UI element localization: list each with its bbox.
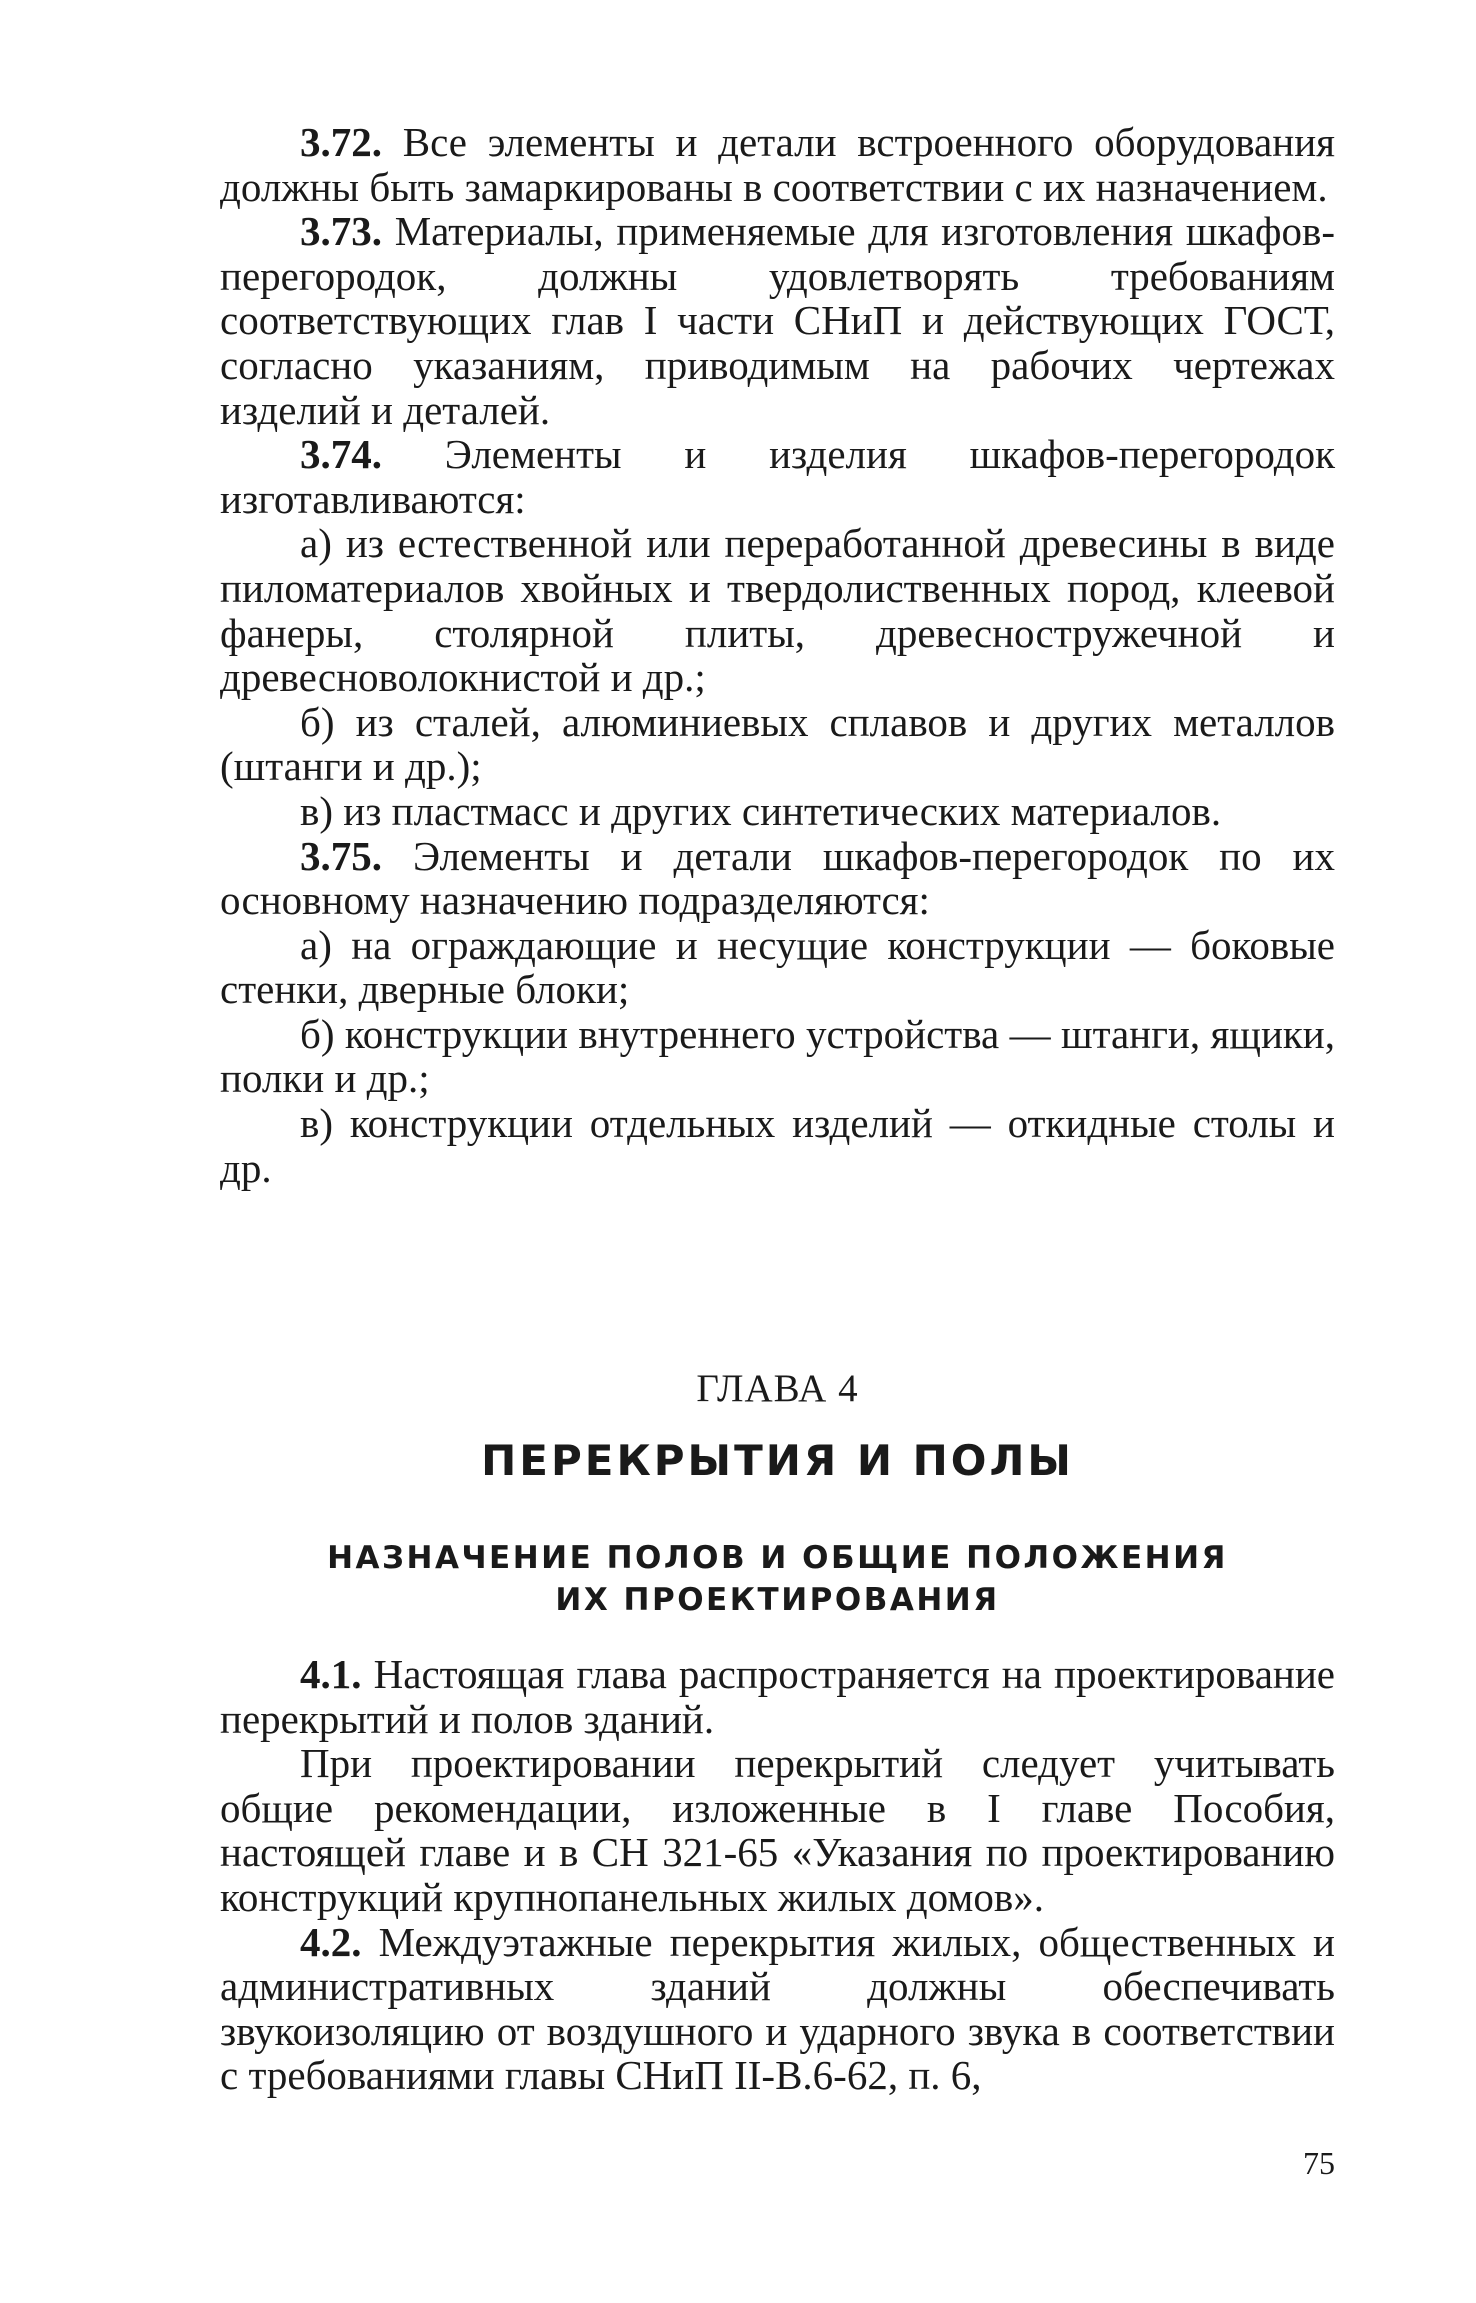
paragraph-number: 3.74. (300, 431, 382, 478)
paragraph-3-72 (220, 120, 1335, 209)
paragraph-number: 4.1. (300, 1651, 362, 1697)
text-column-bottom (220, 1652, 1335, 2098)
paragraph-text: а) на ограждающие и несущие конструкции — боковые стенки, дверные блоки; (220, 921, 1335, 1013)
section-title (220, 1537, 1335, 1621)
section-title-line-2: ИХ ПРОЕКТИРОВАНИЯ (555, 1582, 1000, 1618)
paragraph-text: Настоящая глава распространяется на проектирование перекрытий и полов зданий. (220, 1651, 1335, 1742)
list-item-3-75-b (220, 1012, 1335, 1101)
paragraph-text: При проектировании перекрытий следует учитывать общие рекомендации, изложенные в I главе Пособия, настоящей главе и в СН 321-65 «Указания по проектированию конструкций крупнопанельных жилых домов». (220, 1740, 1335, 1920)
paragraph-number: 4.2. (300, 1918, 362, 1965)
paragraph-4-1-continued (220, 1741, 1335, 1919)
paragraph-number: 3.75. (300, 832, 382, 879)
paragraph-4-2 (220, 1920, 1335, 2098)
paragraph-text: Элементы и изделия шкафов-перегородок изготавливаются: (220, 431, 1335, 522)
paragraph-text: Материалы, применяемые для изготовления шкафов-перегородок, должны удовлетворять требованиям соответствующих глав I части СНиП и действующих ГОСТ, согласно указаниям, приводимым на рабочих чертежах изделий и деталей. (220, 208, 1335, 433)
paragraph-3-75 (220, 834, 1335, 923)
chapter-label: ГЛАВА 4 (696, 1367, 859, 1410)
paragraph-text: Междуэтажные перекрытия жилых, общественных и административных зданий должны обеспечивать звукоизоляцию от воздушного и ударного звука в соответствии с требованиями главы СНиП II-В.6-62, п. 6, (220, 1918, 1335, 2099)
section-title-line-1: НАЗНАЧЕНИЕ ПОЛОВ И ОБЩИЕ ПОЛОЖЕНИЯ (327, 1540, 1228, 1576)
paragraph-3-73 (220, 209, 1335, 432)
list-item-3-75-v (220, 1101, 1335, 1190)
paragraph-text: б) конструкции внутреннего устройства — штанги, ящики, полки и др.; (220, 1010, 1335, 1102)
page-number: 75 (1303, 2145, 1335, 2181)
text-column-top (220, 120, 1335, 1190)
chapter-title: ПЕРЕКРЫТИЯ И ПОЛЫ (481, 1436, 1074, 1485)
paragraph-number: 3.72. (300, 119, 382, 165)
paragraph-text: Все элементы и детали встроенного оборудования должны быть замаркированы в соответствии с их назначением. (220, 119, 1335, 210)
paragraph-text: в) конструкции отдельных изделий — откидные столы и др. (220, 1100, 1335, 1191)
paragraph-number: 3.73. (300, 208, 382, 255)
list-item-3-74-b (220, 700, 1335, 789)
list-item-3-74-a (220, 521, 1335, 699)
list-item-3-74-v (220, 789, 1335, 834)
paragraph-text: Элементы и детали шкафов-перегородок по их основному назначению подразделяются: (220, 832, 1335, 924)
paragraph-3-74 (220, 432, 1335, 521)
paragraph-4-1 (220, 1652, 1335, 1741)
paragraph-text: б) из сталей, алюминиевых сплавов и других металлов (штанги и др.); (220, 698, 1335, 790)
list-item-3-75-a (220, 923, 1335, 1012)
paragraph-text: а) из естественной или переработанной древесины в виде пиломатериалов хвойных и твердолиственных пород, клеевой фанеры, столярной плиты, древесностружечной и древесноволокнистой и др.; (220, 520, 1335, 701)
paragraph-text: в) из пластмасс и других синтетических материалов. (300, 787, 1222, 834)
